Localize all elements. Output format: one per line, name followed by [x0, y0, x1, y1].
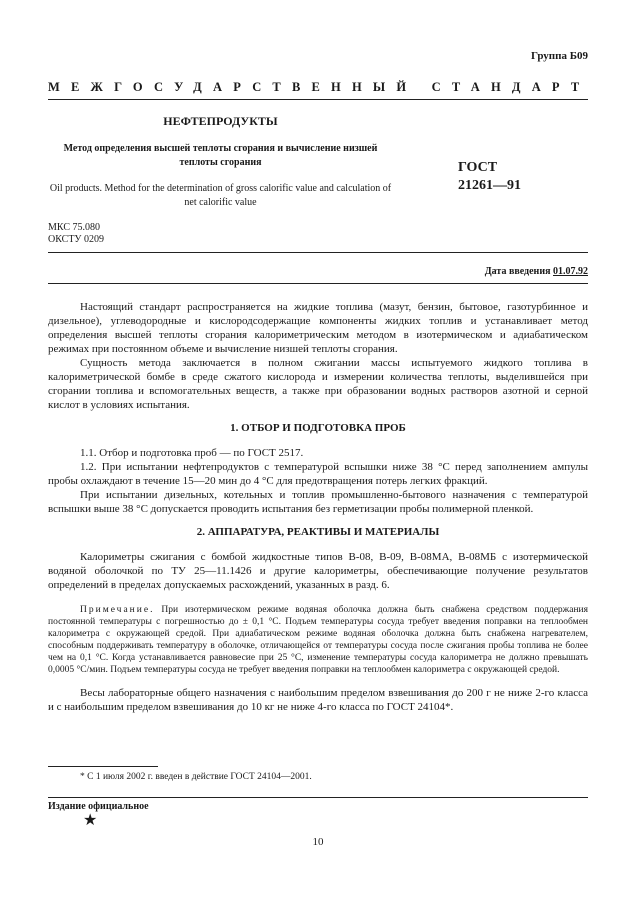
standard-type-bar: МЕЖГОСУДАРСТВЕННЫЙ СТАНДАРТ	[48, 80, 591, 94]
section-1-paragraph-3: При испытании дизельных, котельных и топлив промышленно-бытового назначения с температурой вспышки выше 38 °С допускается проводить испытания без герметизации пробы полимерной пленкой.	[48, 489, 588, 515]
star-icon: ★	[83, 812, 98, 829]
section-1-paragraph-2: 1.2. При испытании нефтепродуктов с температурой вспышки ниже 38 °С перед заполнением ампулы пробы охлаждают в течение 15—20 мин до 4 °С для предотвращения потерь легких фракций.	[48, 461, 588, 487]
section-2-paragraph-1: Калориметры сжигания с бомбой жидкостные типов В-08, В-09, В-08МА, В-08МБ с изотермической водяной оболочкой по ТУ 25—11.1426 и другие калориметры, обеспечивающие получение результатов определений в пределах допускаемых расхождений, указанных в разд. 6.	[48, 551, 588, 591]
page-number: 10	[312, 836, 324, 848]
date-rule	[48, 283, 588, 284]
footnote: * С 1 июля 2002 г. введен в действие ГОСТ 24104—2001.	[80, 772, 312, 782]
date-value: 01.07.92	[553, 266, 588, 277]
note-text: При изотермическом режиме водяная оболочка должна быть снабжена средством поддержания постоянной температуры с погрешностью до ± 0,1 °С. Подъем температуры сосуда требует введения поправки на теплообмен калориметра с окружающей средой. При адиабатическом режиме водяная оболочка должна быть снабжена нагревателем, способным поддерживать температуру в оболочке, отличающейся от температуры сосуда после сжигания пробы топлива не более чем на 0,1 °С. Когда устанавливается равновесие при 25 °С, изменение температуры сосуда калориметра не должно превышать 0,0005 °С/мин. Подъем температуры сосуда не требует введения поправки на теплообмен калориметра с окружающей средой.	[48, 605, 588, 675]
section-1-heading: 1. ОТБОР И ПОДГОТОВКА ПРОБ	[230, 422, 406, 434]
gost-label: ГОСТ	[458, 160, 498, 175]
official-edition-label: Издание официальное	[48, 801, 149, 812]
intro-paragraph-1: Настоящий стандарт распространяется на жидкие топлива (мазут, бензин, бытовое, газотурбинное и дизельное), углеводородные и кислородсодержащие компоненты жидких топлив и устанавливает метод определения высшей теплоты сгорания калориметрическим методом в изотермическом и адиабатическом режимах при постоянном объеме и вычисление низшей теплоты сгорания.	[48, 301, 588, 355]
introduction-date	[485, 266, 588, 277]
section-2-heading: 2. АППАРАТУРА, РЕАКТИВЫ И МАТЕРИАЛЫ	[196, 526, 440, 538]
document-body	[48, 300, 588, 714]
footnote-rule	[48, 766, 158, 767]
classification-codes	[48, 222, 104, 246]
footer-rule	[48, 797, 588, 798]
gost-designation	[458, 159, 521, 195]
gost-number: 21261—91	[458, 178, 521, 193]
section-2-paragraph-2: Весы лабораторные общего назначения с наибольшим пределом взвешивания до 200 г не ниже 2-го класса и с наибольшим пределом взвешивания до 10 кг не ниже 4-го класса по ГОСТ 24104*.	[48, 687, 588, 713]
group-code: Группа Б09	[531, 50, 588, 62]
mks-code: МКС 75.080	[48, 222, 100, 233]
intro-paragraph-2: Сущность метода заключается в полном сжигании массы испытуемого жидкого топлива в калориметрической бомбе в среде сжатого кислорода и измерении количества теплоты, выделившейся при сгорании топлива и вспомогательных веществ, а также при образовании водных растворов азотной и серной кислот в условиях испытания.	[48, 357, 588, 411]
note-paragraph	[48, 604, 588, 676]
date-label: Дата введения	[484, 266, 551, 277]
section-1-paragraph-1: 1.1. Отбор и подготовка проб — по ГОСТ 2517.	[80, 447, 304, 459]
codes-rule	[48, 252, 588, 253]
subtitle-english: Oil products. Method for the determination of gross calorific value and calculation of net calorific value	[49, 183, 392, 208]
subtitle-russian: Метод определения высшей теплоты сгорания и вычисление низшей теплоты сгорания	[63, 143, 378, 168]
header-rule	[48, 99, 588, 100]
document-title: НЕФТЕПРОДУКТЫ	[163, 114, 278, 128]
okstu-code: ОКСТУ 0209	[48, 234, 105, 245]
note-label: Примечание.	[80, 605, 155, 615]
